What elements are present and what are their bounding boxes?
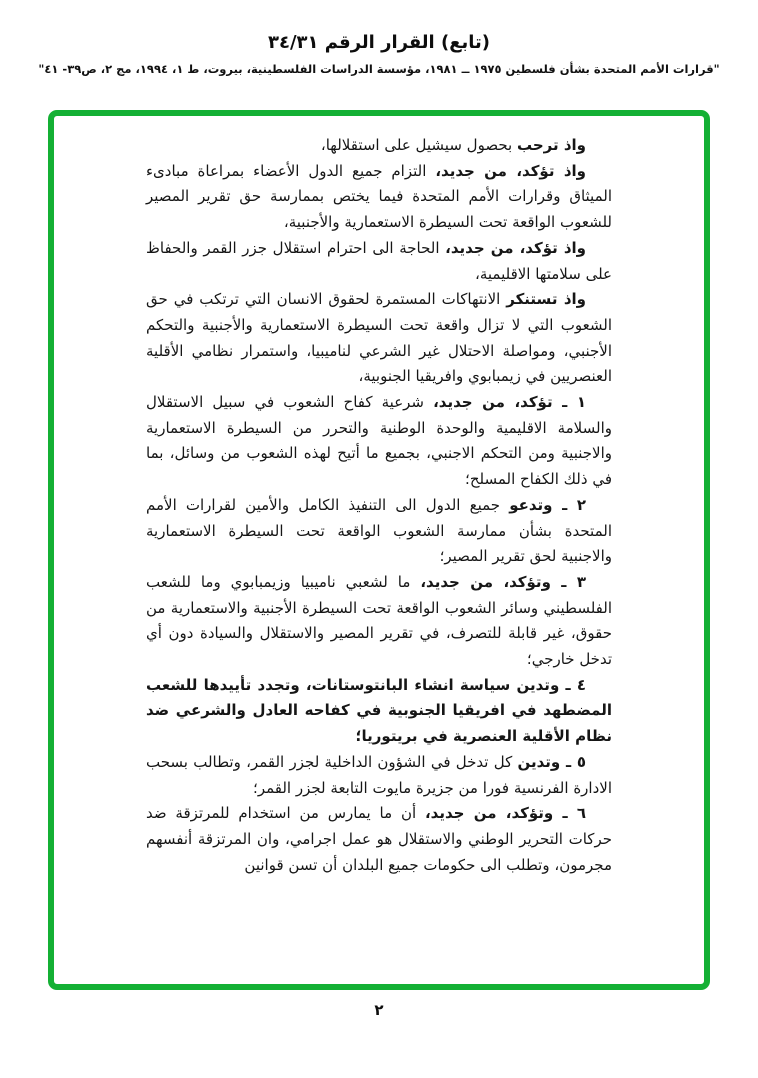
paragraph [146,390,612,493]
paragraph [146,287,612,390]
paragraph-text: ما لشعبي ناميبيا وزيمبابوي وما للشعب الفلسطيني وسائر الشعوب الواقعة تحت السيطرة الأجنبية والاستعمارية من حقوق، غير قابلة للتصرف، في تقرير المصير والاستقلال والسيادة دون أي تدخل خارجي؛ [146,572,612,669]
paragraph-lead: ٥ ـ وتدين [517,752,586,771]
paragraph-lead: واذ ترحب [516,136,586,154]
content-border-box [48,110,710,990]
document-title: (تابع) القرار الرقم ٣٤/٣١ [268,32,490,53]
paragraph [146,570,612,673]
paragraph-lead: ١ ـ تؤكد، من جديد، [433,393,586,412]
paragraph-text: كل تدخل في الشؤون الداخلية لجزر القمر، وتطالب بسحب الادارة الفرنسية فورا من جزيرة مايوت التابعة لجزر القمر؛ [146,752,612,797]
paragraph-lead: ٤ ـ وتدين [516,675,587,694]
paragraph [146,133,612,159]
paragraph [146,673,612,750]
paragraph-text: الانتهاكات المستمرة لحقوق الانسان التي ترتكب في حق الشعوب التي لا تزال واقعة تحت السيطرة الاستعمارية والأجنبية والتحكم الأجنبي، ومواصلة الاحتلال غير الشرعي لناميبيا، واستمرار نظامي الأقلية العنصريين في زيمبابوي وافريقيا الجنوبية، [146,290,612,386]
paragraph-text: الحاجة الى احترام استقلال جزر القمر والحفاظ على سلامتها الاقليمية، [146,238,612,283]
body-text [146,133,612,878]
paragraph [146,801,612,878]
paragraph-lead: ٣ ـ وتؤكد، من جديد، [420,572,587,591]
paragraph-lead: ٦ ـ وتؤكد، من جديد، [424,804,587,823]
paragraph-lead: واذ تؤكد، من جديد، [445,238,586,257]
paragraph-text: بحصول سيشيل على استقلالها، [320,136,517,154]
paragraph-lead: واذ تؤكد، من جديد، [435,161,586,180]
paragraph-text: شرعية كفاح الشعوب في سبيل الاستقلال والسلامة الاقليمية والوحدة الوطنية والتحرر من السيطرة الاستعمارية والاجنبية ومن التحكم الاجنبي، بجميع ما أتيح لهذه الشعوب من وسائل، بما في ذلك الكفاح المسلح؛ [146,393,612,489]
paragraph-lead: واذ تستنكر [506,290,586,309]
paragraph-text: أن ما يمارس من استخدام للمرتزقة ضد حركات التحرير الوطني والاستقلال هو عمل اجرامي، وان المرتزقة أنفسهم مجرمون، وتطلب الى حكومات جميع البلدان أن تسن قوانين [146,804,612,874]
page-number: ٢ [374,1001,384,1019]
paragraph-text: جميع الدول الى التنفيذ الكامل والأمين لقرارات الأمم المتحدة بشأن ممارسة الشعوب الواقعة تحت السيطرة الاستعمارية والاجنبية لحق تقرير المصير؛ [146,495,612,566]
paragraph-text: سياسة انشاء البانتوستانات، وتجدد تأييدها للشعب المضطهد في افريقيا الجنوبية في كفاحه العادل والشرعي ضد نظام الأقلية العنصرية في بريتوريا؛ [146,675,612,746]
paragraph [146,493,612,570]
paragraph [146,750,612,801]
page-header [0,32,758,76]
paragraph [146,159,612,236]
document-source-line: "قرارات الأمم المتحدة بشأن فلسطين ١٩٧٥ ــ ١٩٨١، مؤسسة الدراسات الفلسطينية، بيروت، ط ١، ١٩٩٤، مج ٢، ص٣٩- ٤١" [38,62,720,76]
paragraph-text: التزام جميع الدول الأعضاء بمراعاة مبادىء الميثاق وقرارات الأمم المتحدة فيما يختص بممارسة حق تقرير المصير للشعوب الواقعة تحت السيطرة الاستعمارية والأجنبية، [146,161,612,232]
paragraph [146,236,612,287]
paragraph-lead: ٢ ـ وتدعو [509,495,586,514]
